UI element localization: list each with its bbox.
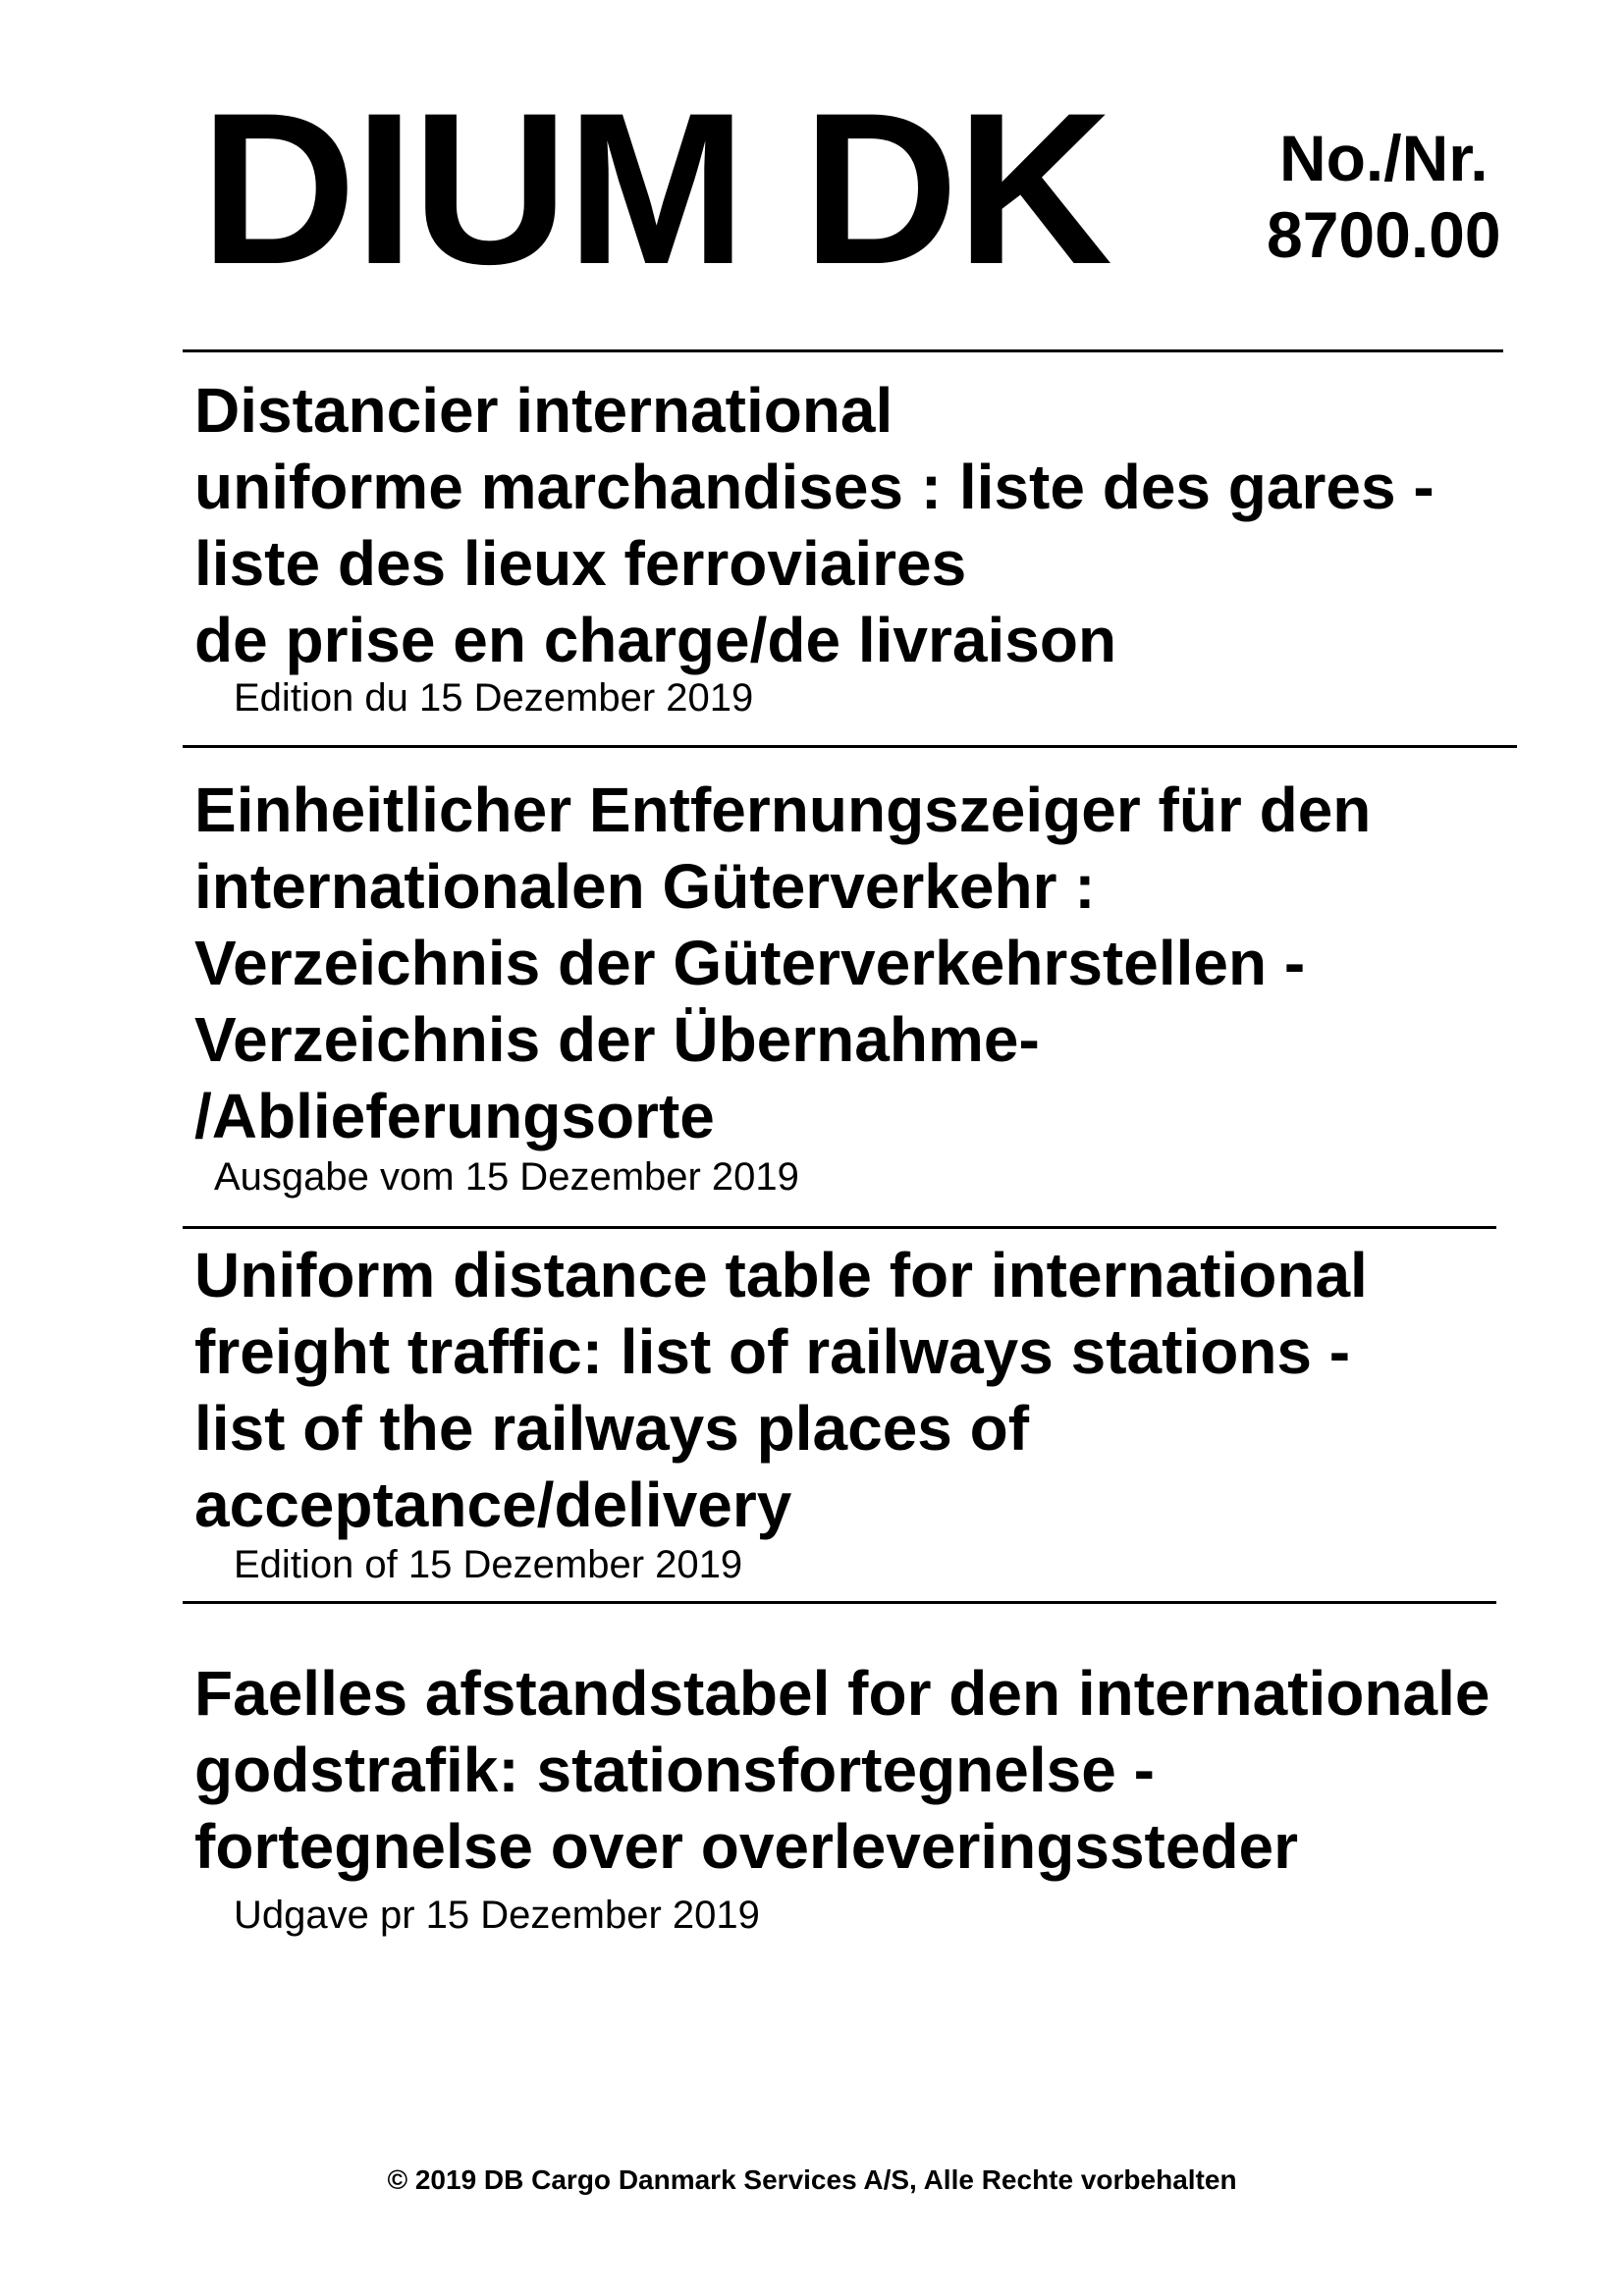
section-title-line: Distancier international	[194, 375, 893, 446]
document-number	[1267, 120, 1501, 273]
divider-3	[183, 1601, 1496, 1604]
section-title-line: acceptance/delivery	[194, 1469, 792, 1540]
section-title-line: Verzeichnis der Übernahme-	[194, 1004, 1040, 1075]
section-title-line: liste des lieux ferroviaires	[194, 528, 967, 599]
section-title-line: de prise en charge/de livraison	[194, 605, 1117, 675]
section-title-line: freight traffic: list of railways stations -	[194, 1316, 1351, 1387]
section-title-danish	[194, 1655, 1489, 1885]
divider-2	[183, 1226, 1496, 1229]
section-title-line: uniforme marchandises : liste des gares -	[194, 452, 1435, 522]
document-title: DIUM DK	[200, 68, 1111, 309]
edition-date-danish: Udgave pr 15 Dezember 2019	[234, 1894, 760, 1937]
section-title-line: Verzeichnis der Güterverkehrstellen -	[194, 928, 1306, 998]
copyright-footer: © 2019 DB Cargo Danmark Services A/S, Alle Rechte vorbehalten	[387, 2164, 1237, 2195]
section-title-line: Einheitlicher Entfernungszeiger für den	[194, 774, 1372, 845]
section-title-french	[194, 372, 1435, 678]
edition-date-french: Edition du 15 Dezember 2019	[234, 676, 754, 720]
section-title-line: Uniform distance table for international	[194, 1240, 1368, 1310]
edition-date-german: Ausgabe vom 15 Dezember 2019	[214, 1155, 799, 1199]
section-title-line: Faelles afstandstabel for den internationale	[194, 1658, 1490, 1729]
section-title-line: list of the railways places of	[194, 1393, 1030, 1464]
document-number-label: No./Nr.	[1278, 122, 1489, 194]
section-title-german	[194, 772, 1371, 1154]
document-number-value: 8700.00	[1267, 198, 1501, 271]
section-title-line: internationalen Güterverkehr :	[194, 851, 1096, 922]
edition-date-english: Edition of 15 Dezember 2019	[234, 1543, 743, 1586]
section-title-line: godstrafik: stationsfortegnelse -	[194, 1735, 1155, 1805]
section-title-line: /Ablieferungsorte	[194, 1081, 715, 1151]
section-title-english	[194, 1237, 1368, 1543]
section-title-line: fortegnelse over overleveringssteder	[194, 1811, 1299, 1882]
divider-top	[183, 349, 1503, 352]
divider-1	[183, 745, 1517, 748]
